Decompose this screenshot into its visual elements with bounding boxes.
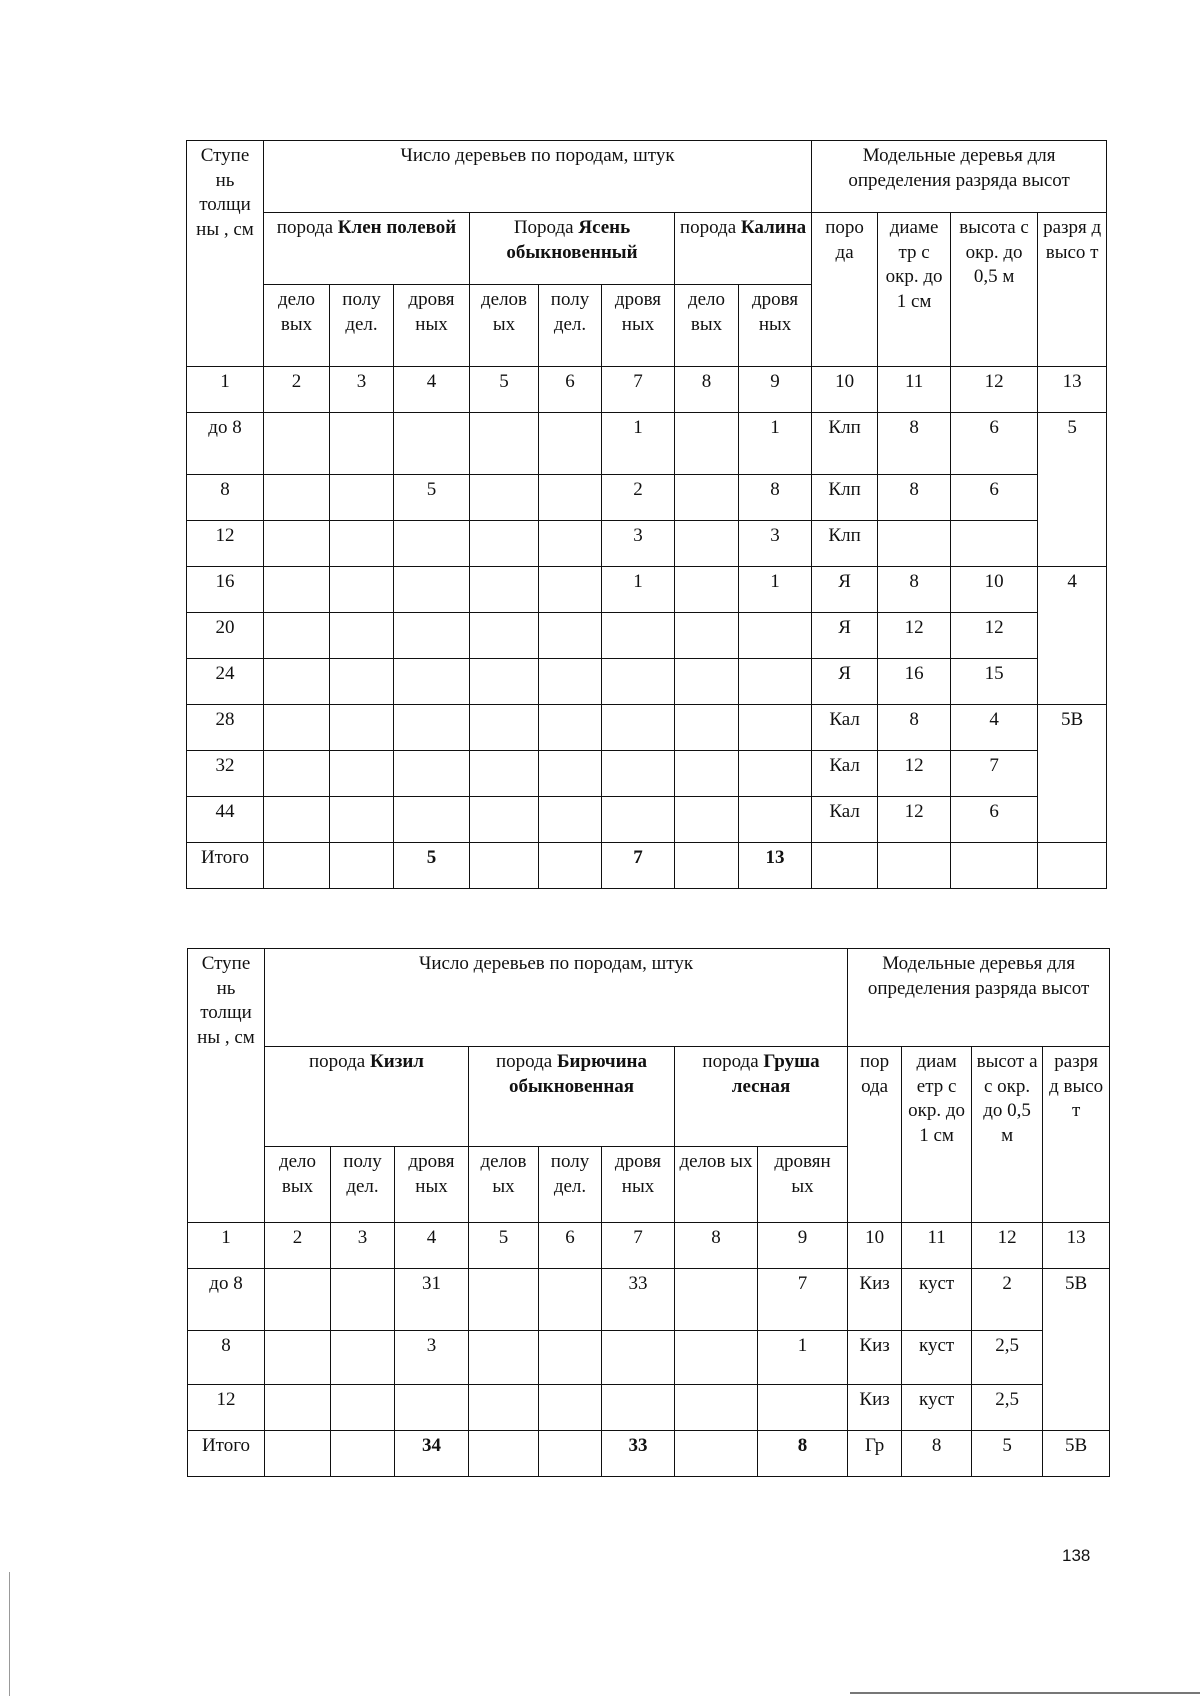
column-number: 7 [602,1223,675,1269]
count-cell [675,1269,758,1331]
model-diameter: 12 [878,797,951,843]
model-height: 6 [951,797,1038,843]
height-grade: 4 [1038,567,1107,705]
count-cell [539,1269,602,1331]
scan-margin-line [9,1572,10,1696]
model-height: 2 [972,1269,1043,1331]
model-species: Кал [812,797,878,843]
subheader-cell: делов ых [470,285,539,367]
count-cell [739,613,812,659]
count-cell [264,475,330,521]
thickness-step: 20 [187,613,264,659]
count-cell [470,475,539,521]
count-cell [330,413,394,475]
header-model-diameter: диам етр с окр. до 1 см [902,1047,972,1223]
count-cell [675,797,739,843]
species-name: Груша лесная [731,1051,820,1097]
thickness-step: 28 [187,705,264,751]
species-name: Ясень обыкновенный [506,217,638,263]
model-diameter: 12 [878,751,951,797]
model-height: 7 [951,751,1038,797]
count-cell [394,797,470,843]
column-number: 3 [330,367,394,413]
total-count: 34 [395,1431,469,1477]
species-prefix: порода [702,1051,764,1072]
column-number: 13 [1038,367,1107,413]
total-count [470,843,539,889]
count-cell [330,797,394,843]
model-diameter: 8 [878,413,951,475]
count-cell: 31 [395,1269,469,1331]
subheader-cell: делов ых [469,1147,539,1223]
column-number: 2 [265,1223,331,1269]
model-diameter: 16 [878,659,951,705]
count-cell: 1 [739,413,812,475]
total-count: 8 [758,1431,848,1477]
subheader-cell: дровян ых [758,1147,848,1223]
total-label: Итого [188,1431,265,1477]
count-cell: 5 [394,475,470,521]
total-count: 33 [602,1431,675,1477]
model-height: 2,5 [972,1331,1043,1385]
table-row [187,751,1107,797]
species-header [265,1047,469,1147]
count-cell [470,521,539,567]
model-height: 6 [951,413,1038,475]
model-height: 4 [951,705,1038,751]
count-cell [675,751,739,797]
header-model-grade: разря д высо т [1038,213,1107,367]
count-cell [470,659,539,705]
count-cell [330,705,394,751]
table-row [188,1331,1110,1385]
count-cell [394,413,470,475]
model-diameter: куст [902,1385,972,1431]
model-species: Я [812,567,878,613]
count-cell [675,475,739,521]
count-cell [602,705,675,751]
column-number-row [188,1223,1110,1269]
total-count: 5 [394,843,470,889]
table-row [187,475,1107,521]
count-cell [539,521,602,567]
count-cell [264,413,330,475]
header-model-height: высот а с окр. до 0,5 м [972,1047,1043,1223]
count-cell [602,1331,675,1385]
column-number: 9 [739,367,812,413]
column-number: 11 [902,1223,972,1269]
total-row [188,1431,1110,1477]
total-count [675,843,739,889]
column-number: 3 [331,1223,395,1269]
count-cell [394,751,470,797]
count-cell [539,797,602,843]
count-cell [539,751,602,797]
count-cell [264,751,330,797]
species-prefix: Порода [513,217,579,238]
count-cell [539,705,602,751]
thickness-step: 12 [187,521,264,567]
page-number: 138 [1062,1546,1091,1565]
species-prefix: порода [679,217,741,238]
model-height [951,843,1038,889]
count-cell [739,751,812,797]
count-cell [264,521,330,567]
subheader-cell: дровя ных [394,285,470,367]
thickness-step: 32 [187,751,264,797]
model-species: Я [812,613,878,659]
forest-tally-table-2 [187,948,1110,1477]
column-number: 6 [539,367,602,413]
count-cell [469,1331,539,1385]
count-cell: 8 [739,475,812,521]
total-count [675,1431,758,1477]
model-diameter: куст [902,1269,972,1331]
model-species: Клп [812,521,878,567]
count-cell [602,659,675,705]
count-cell [330,659,394,705]
table-row [187,613,1107,659]
count-cell [470,705,539,751]
column-number: 4 [394,367,470,413]
column-number: 2 [264,367,330,413]
total-count [330,843,394,889]
subheader-cell: дровя ных [602,285,675,367]
header-tree-count: Число деревьев по породам, штук [265,949,848,1047]
height-grade: 5В [1043,1431,1110,1477]
count-cell [539,567,602,613]
count-cell [394,659,470,705]
model-diameter: 12 [878,613,951,659]
count-cell [264,567,330,613]
header-model-species: поро да [812,213,878,367]
count-cell [602,613,675,659]
height-grade: 5В [1038,705,1107,843]
count-cell [265,1269,331,1331]
count-cell [539,659,602,705]
subheader-cell: дело вых [675,285,739,367]
model-height: 12 [951,613,1038,659]
count-cell [470,751,539,797]
count-cell [470,567,539,613]
total-label: Итого [187,843,264,889]
count-cell: 3 [395,1331,469,1385]
count-cell [330,567,394,613]
count-cell [739,659,812,705]
forest-tally-table-1 [186,140,1107,889]
model-height: 2,5 [972,1385,1043,1431]
count-cell [395,1385,469,1431]
count-cell [602,1385,675,1431]
model-height: 5 [972,1431,1043,1477]
subheader-cell: дело вых [264,285,330,367]
header-model-height: высота с окр. до 0,5 м [951,213,1038,367]
total-count [469,1431,539,1477]
model-diameter: 8 [902,1431,972,1477]
species-header [264,213,470,285]
column-number: 5 [470,367,539,413]
count-cell [331,1269,395,1331]
table-row [187,567,1107,613]
model-height: 10 [951,567,1038,613]
thickness-step: 24 [187,659,264,705]
total-count [539,843,602,889]
count-cell [470,613,539,659]
total-count [265,1431,331,1477]
count-cell [675,1331,758,1385]
count-cell [470,413,539,475]
species-header [675,1047,848,1147]
count-cell [264,797,330,843]
thickness-step: 16 [187,567,264,613]
subheader-cell: дровя ных [395,1147,469,1223]
header-model-diameter: диаме тр с окр. до 1 см [878,213,951,367]
count-cell: 3 [602,521,675,567]
thickness-step: 8 [187,475,264,521]
height-grade [1038,843,1107,889]
count-cell [330,751,394,797]
count-cell [675,521,739,567]
count-cell [330,475,394,521]
model-height [951,521,1038,567]
model-diameter: 8 [878,567,951,613]
column-number: 13 [1043,1223,1110,1269]
scan-bottom-line [850,1692,1200,1694]
count-cell [265,1385,331,1431]
count-cell [265,1331,331,1385]
count-cell: 1 [758,1331,848,1385]
column-number: 8 [675,367,739,413]
species-name: Бирючина обыкновенная [508,1051,647,1097]
count-cell: 2 [602,475,675,521]
species-header [470,213,675,285]
column-number: 10 [812,367,878,413]
header-model-trees: Модельные деревья для определения разряда высот [812,141,1107,213]
column-number: 12 [972,1223,1043,1269]
count-cell: 1 [739,567,812,613]
column-number: 4 [395,1223,469,1269]
count-cell [739,797,812,843]
header-model-trees: Модельные деревья для определения разряда высот [848,949,1110,1047]
count-cell [539,1331,602,1385]
count-cell: 7 [758,1269,848,1331]
header-model-grade: разря д высо т [1043,1047,1110,1223]
count-cell [675,705,739,751]
count-cell [470,797,539,843]
count-cell [602,797,675,843]
model-species: Киз [848,1331,902,1385]
column-number: 5 [469,1223,539,1269]
header-tree-count: Число деревьев по породам, штук [264,141,812,213]
count-cell [331,1331,395,1385]
thickness-step: до 8 [187,413,264,475]
subheader-cell: полу дел. [539,1147,602,1223]
total-count [539,1431,602,1477]
table-row [187,413,1107,475]
model-diameter: куст [902,1331,972,1385]
model-species: Гр [848,1431,902,1477]
model-species: Клп [812,413,878,475]
species-prefix: порода [276,217,338,238]
count-cell [394,521,470,567]
subheader-cell: полу дел. [539,285,602,367]
count-cell: 1 [602,567,675,613]
count-cell: 1 [602,413,675,475]
thickness-step: 44 [187,797,264,843]
count-cell [602,751,675,797]
model-species: Кал [812,751,878,797]
column-number: 9 [758,1223,848,1269]
total-row [187,843,1107,889]
model-species [812,843,878,889]
count-cell [394,613,470,659]
model-species: Кал [812,705,878,751]
count-cell: 33 [602,1269,675,1331]
species-name: Клен полевой [337,217,457,238]
subheader-cell: делов ых [675,1147,758,1223]
column-number: 6 [539,1223,602,1269]
column-number: 1 [187,367,264,413]
count-cell [539,413,602,475]
species-prefix: порода [309,1051,370,1072]
column-number: 8 [675,1223,758,1269]
table-row [188,1385,1110,1431]
count-cell [675,613,739,659]
subheader-cell: дровя ных [602,1147,675,1223]
column-number: 12 [951,367,1038,413]
species-name: Кизил [370,1051,424,1072]
count-cell [539,1385,602,1431]
header-thickness-step: Ступе нь толщи ны , см [188,949,265,1223]
thickness-step: до 8 [188,1269,265,1331]
column-number: 11 [878,367,951,413]
model-diameter [878,521,951,567]
model-diameter [878,843,951,889]
species-prefix: порода [496,1051,557,1072]
header-thickness-step: Ступе нь толщи ны , см [187,141,264,367]
header-model-species: пор ода [848,1047,902,1223]
thickness-step: 12 [188,1385,265,1431]
table-row [187,521,1107,567]
count-cell [758,1385,848,1431]
total-count [264,843,330,889]
table-row [187,705,1107,751]
height-grade: 5В [1043,1269,1110,1431]
species-header [469,1047,675,1147]
species-header [675,213,812,285]
model-diameter: 8 [878,705,951,751]
count-cell [394,567,470,613]
thickness-step: 8 [188,1331,265,1385]
column-number-row [187,367,1107,413]
table-row [187,659,1107,705]
count-cell [330,521,394,567]
model-species: Клп [812,475,878,521]
column-number: 1 [188,1223,265,1269]
count-cell [264,613,330,659]
species-name: Калина [740,217,807,238]
subheader-cell: полу дел. [330,285,394,367]
total-count: 13 [739,843,812,889]
total-count: 7 [602,843,675,889]
height-grade: 5 [1038,413,1107,567]
count-cell [739,705,812,751]
table-row [187,797,1107,843]
column-number: 7 [602,367,675,413]
count-cell [469,1385,539,1431]
count-cell [469,1269,539,1331]
count-cell [394,705,470,751]
count-cell: 3 [739,521,812,567]
column-number: 10 [848,1223,902,1269]
model-height: 15 [951,659,1038,705]
model-species: Киз [848,1385,902,1431]
model-species: Я [812,659,878,705]
table-row [188,1269,1110,1331]
count-cell [675,413,739,475]
count-cell [539,613,602,659]
count-cell [539,475,602,521]
count-cell [675,567,739,613]
subheader-cell: полу дел. [331,1147,395,1223]
model-diameter: 8 [878,475,951,521]
subheader-cell: дело вых [265,1147,331,1223]
model-species: Киз [848,1269,902,1331]
subheader-cell: дровя ных [739,285,812,367]
count-cell [330,613,394,659]
count-cell [331,1385,395,1431]
count-cell [264,705,330,751]
count-cell [264,659,330,705]
model-height: 6 [951,475,1038,521]
count-cell [675,1385,758,1431]
total-count [331,1431,395,1477]
count-cell [675,659,739,705]
